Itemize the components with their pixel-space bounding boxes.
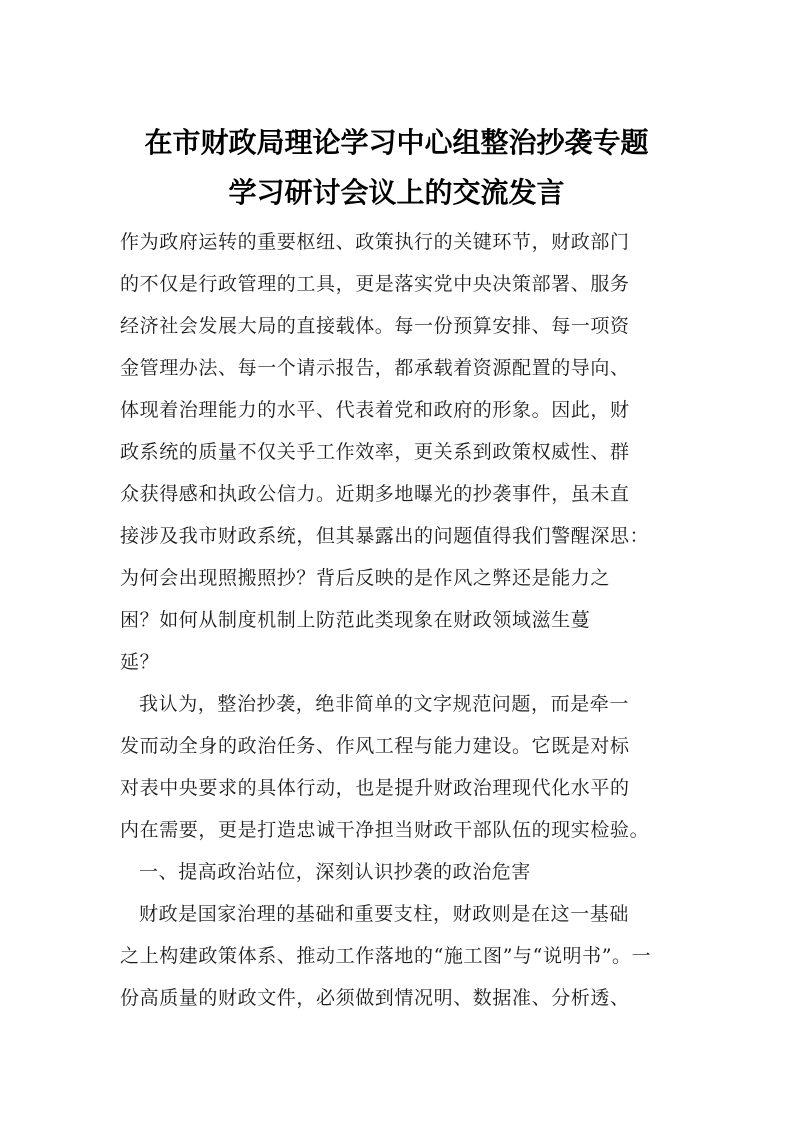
body-line: 金管理办法、每一个请示报告，都承载着资源配置的导向、 xyxy=(120,357,630,379)
body-line: 份高质量的财政文件，必须做到情况明、数据准、分析透、 xyxy=(120,987,630,1009)
body-line: 内在需要，更是打造忠诚干净担当财政干部队伍的现实检验。 xyxy=(120,819,650,841)
section-heading: 一、提高政治站位，深刻认识抄袭的政治危害 xyxy=(139,861,532,883)
body-line: 政系统的质量不仅关乎工作效率，更关系到政策权威性、群 xyxy=(120,441,630,463)
body-line: 经济社会发展大局的直接载体。每一份预算安排、每一项资 xyxy=(120,315,630,337)
body-line: 体现着治理能力的水平、代表着党和政府的形象。因此，财 xyxy=(120,399,630,421)
body-line: 发而动全身的政治任务、作风工程与能力建设。它既是对标 xyxy=(120,735,630,757)
body-line: 的不仅是行政管理的工具，更是落实党中央决策部署、服务 xyxy=(120,273,630,295)
body-line: 接涉及我市财政系统，但其暴露出的问题值得我们警醒深思： xyxy=(120,525,650,547)
document-title-line-1: 在市财政局理论学习中心组整治抄袭专题 xyxy=(144,126,649,159)
body-line: 延？ xyxy=(120,651,160,673)
body-line: 对表中央要求的具体行动，也是提升财政治理现代化水平的 xyxy=(120,777,630,799)
body-line: 之上构建政策体系、推动工作落地的“施工图”与“说明书”。一 xyxy=(120,945,652,967)
body-line: 困？如何从制度机制上防范此类现象在财政领域滋生蔓 xyxy=(120,609,591,631)
document-body xyxy=(120,221,680,1019)
document-title-line-2: 学习研讨会议上的交流发言 xyxy=(228,176,565,209)
body-line: 我认为，整治抄袭，绝非简单的文字规范问题，而是牵一 xyxy=(139,693,630,715)
body-line: 作为政府运转的重要枢纽、政策执行的关键环节，财政部门 xyxy=(120,231,630,253)
body-line: 众获得感和执政公信力。近期多地曝光的抄袭事件，虽未直 xyxy=(120,483,630,505)
body-line: 财政是国家治理的基础和重要支柱，财政则是在这一基础 xyxy=(139,903,630,925)
body-line: 为何会出现照搬照抄？背后反映的是作风之弊还是能力之 xyxy=(120,567,611,589)
